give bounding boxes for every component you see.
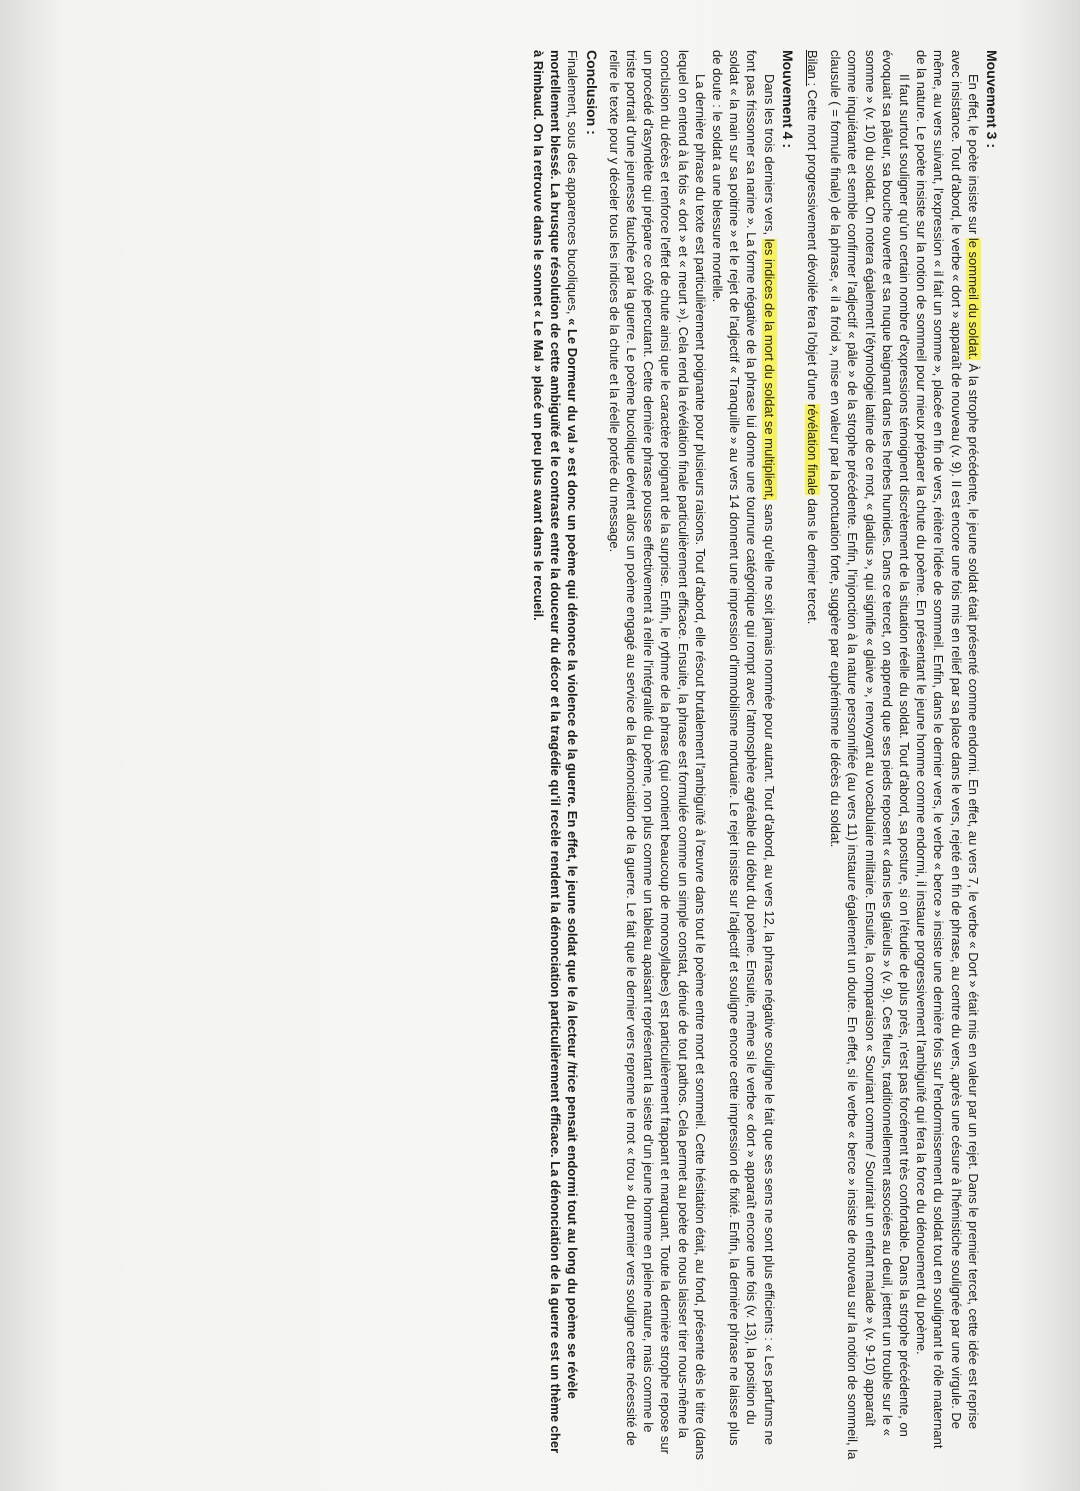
bilan-text-a: Cette mort progressivement dévoilée fera l'objet d'une [804, 86, 820, 404]
highlight-sommeil-du-soldat: le sommeil du soldat. [965, 237, 981, 360]
mouvement4-paragraph-2: La dernière phrase du texte est particulièrement poignante pour plusieurs raisons. Tout d'abord, elle résout brutalement l'ambiguïté à l'œuvre dans tout le poème entre mort et sommeil. Cette hésitation était, au fond, présente dès le titre (dans lequel on entend à la fois « dort » et « meurt »). Cela rend la révélation finale particulièrement efficace. Ensuite, la phrase est formulée comme un simple constat, dénué de tout pathos. Cela permet au poète de nous laisser tirer nous-même la conclusion du décès et renforce l'effet de chute ainsi que le caractère poignant de la surprise. Enfin, le rythme de la phrase (qui contient beaucoup de monosyllabes) est particulièrement frappant et marquant. Toute la dernière strophe repose sur un procédé d'asyndète qui prépare ce côté percutant. Cette dernière phrase pousse effectivement à relire l'intégralité du poème, non plus comme un tableau apaisant représentant la sieste d'un jeune homme en pleine nature, mais comme le triste portrait d'une jeunesse fauchée par la guerre. Le poème bucolique devient alors un poème engagé au service de la dénonciation de la guerre. Le fait que le dernier vers reprenne le mot « trou » du premier vers souligne cette nécessité de relire le texte pour y déceler tous les indices de la chute et la réelle portée du message. [606, 50, 708, 1460]
mouvement4-heading: Mouvement 4 : [779, 50, 796, 149]
mouvement4-p1-text-a: Dans les trois derniers vers, [761, 74, 777, 239]
bilan-label: Bilan : [804, 50, 820, 87]
conclusion-heading: Conclusion : [583, 50, 600, 135]
conclusion-text-a: Finalement, sous des apparences bucoliques, [565, 50, 581, 319]
bilan-text-b: dans le dernier tercet. [804, 495, 820, 625]
conclusion-bold-text: « Le Dormeur du val » est donc un poème qui dénonce la violence de la guerre. En effet, le jeune soldat que le /a lecteur /trice pensait endormi tout au long du poème se révèle mortellement blessé. La brusque résolution de cette ambiguïté et le contraste entre la douceur du décor et la tragédie qu'il recèle rendent la dénonciation particulièrement efficace. La dénonciation de la guerre est un thème cher à Rimbaud. On la retrouve dans le sonnet « Le Mal » placé un peu plus avant dans le recueil. [530, 50, 581, 1454]
mouvement3-p1-text-a: En effet, le poète insiste sur [965, 74, 981, 238]
highlight-indices-de-la-mort: les indices de la mort du soldat se multiplient, [761, 238, 777, 501]
mouvement3-paragraph-1 [913, 50, 982, 1460]
bilan-line [804, 50, 821, 1460]
mouvement3-p1-text-b: À la strophe précédente, le jeune soldat était présenté comme endormi. En effet, au vers 7, le verbe « Dort » était mis en valeur par un rejet. Dans le premier tercet, cette idée est reprise avec insistance. Tout d'abord, le verbe « dort » apparaît de nouveau (v. 9). Il est encore une fois mis en relief par sa place dans le vers, rejeté en fin de phrase, au centre du vers, après une césure à l'hémistiche soulignée par une virgule. De même, au vers suivant, l'expression « il fait un somme », placée en fin de vers, réitère l'idée de sommeil. Enfin, dans le dernier vers, le verbe « berce » insiste une dernière fois sur l'endormissement du soldat tout en soulignant le rôle maternant de la nature. Le poète insiste sur la notion de sommeil pour mieux préparer la chute du poème. En présentant le jeune homme comme endormi, il instaure progressivement l'ambiguïté qui fera la force du dénouement du poème. [914, 50, 981, 1449]
mouvement4-paragraph-1 [709, 50, 778, 1460]
mouvement3-paragraph-2: Il faut surtout souligner qu'un certain nombre d'expressions témoignent discrètement de la situation réelle du soldat. Tout d'abord, sa posture, si on l'étudie de plus près, n'est pas forcément très confortable. Dans la strophe précédente, on évoquait sa pâleur, sa bouche ouverte et sa nuque baignant dans les herbes humides. Dans ce tercet, on apprend que ses pieds reposent « dans les glaïeuls » (v. 9). Ces fleurs, traditionnellement associées au deuil, jettent un trouble sur le « somme » (v. 10) du soldat. On notera également l'étymologie latine de ce mot, « gladius », qui signifie « glaive », renvoyant au vocabulaire militaire. Ensuite, la comparaison « Souriant comme / Sourirait un enfant malade » (v. 9-10) apparaît comme inquiétante et semble confirmer l'adjectif « pâle » de la strophe précédente. Enfin, l'injonction à la nature personnifiée (au vers 11) instaure également un doute. En effet, si le verbe « berce » insiste de nouveau sur la notion de sommeil, la clausule ( = formule finale) de la phrase, « il a froid », mise en valeur par la ponctuation forte, suggère par euphémisme le décès du soldat. [828, 50, 912, 1460]
mouvement4-p1-text-b: sans qu'elle ne soit jamais nommée pour autant. Tout d'abord, au vers 12, la phrase négative souligne le fait que ses sens ne sont plus efficients : « Les parfums ne font pas frissonner sa narine ». La forme négative de la phrase lui donne une tournure catégorique qui rompt avec l'atmosphère agréable du début du poème. Ensuite, même si le verbe « dort » apparaît encore une fois (v. 13), la position du soldat « la main sur sa poitrine » et le rejet de l'adjectif « Tranquille » au vers 14 donnent une impression d'immobilisme mortuaire. Le rejet insiste sur l'adjectif et souligne encore cette impression de fixité. Enfin, la dernière phrase ne laisse plus de doute : le soldat a une blessure mortelle. [709, 50, 777, 1446]
rotated-document [100, 50, 1000, 1460]
highlight-revelation-finale: révélation finale [804, 404, 820, 496]
mouvement3-heading: Mouvement 3 : [984, 50, 1000, 149]
conclusion-paragraph [530, 50, 582, 1460]
